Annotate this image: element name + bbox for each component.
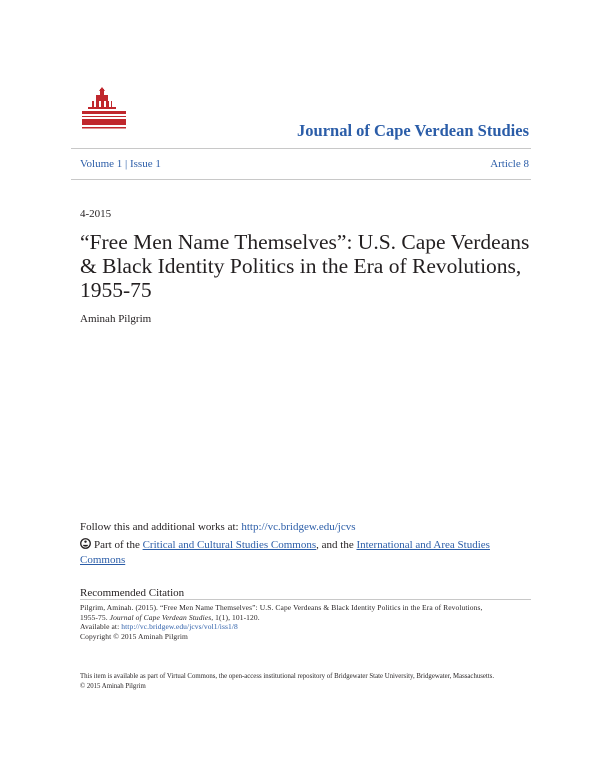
university-logo	[80, 86, 128, 134]
citation-volume: , 1(1), 101-120.	[211, 612, 260, 622]
citation-line-1: Pilgrim, Aminah. (2015). “Free Men Name Themselves”: U.S. Cape Verdeans & Black Identity Politics in the Era of Revolutions,	[80, 603, 483, 612]
volume-issue	[80, 158, 161, 170]
follow-line	[80, 521, 355, 533]
article-number-link[interactable]: Article 8	[490, 158, 529, 170]
article-author: Aminah Pilgrim	[80, 313, 152, 325]
footer-line-2: © 2015 Aminah Pilgrim	[80, 682, 146, 690]
citation-years: 1955-75.	[80, 612, 110, 622]
repository-link[interactable]: http://vc.bridgew.edu/jcvs	[241, 521, 356, 533]
issue-divider	[71, 179, 531, 180]
citation-available	[80, 622, 535, 632]
citation-divider	[80, 599, 531, 600]
issue-bar	[80, 158, 529, 170]
volume-link[interactable]: Volume 1	[80, 158, 123, 170]
citation-journal: Journal of Cape Verdean Studies	[109, 612, 212, 622]
commons-network-icon	[80, 538, 91, 549]
article-title: “Free Men Name Themselves”: U.S. Cape Verdeans & Black Identity Politics in the Era of Revolutions, 1955-75	[80, 230, 530, 302]
footer-line-1: This item is available as part of Virtual Commons, the open-access institutional repository of Bridgewater State University, Bridgewater, Massachusetts.	[80, 673, 495, 680]
citation-block	[80, 603, 535, 641]
citation-line-2	[80, 613, 535, 623]
partof-middle: , and the	[316, 539, 357, 551]
volume-separator: |	[125, 158, 130, 170]
journal-title[interactable]: Journal of Cape Verdean Studies	[297, 121, 529, 140]
citation-copyright: Copyright © 2015 Aminah Pilgrim	[80, 631, 188, 641]
part-of-line	[80, 538, 530, 568]
header-divider	[71, 148, 531, 149]
partof-prefix: Part of the	[94, 539, 143, 551]
publication-date: 4-2015	[80, 208, 112, 220]
article-permalink[interactable]: http://vc.bridgew.edu/jcvs/vol1/iss1/8	[121, 622, 238, 631]
international-area-commons-link[interactable]: International and Area Studies Commons	[80, 539, 490, 566]
follow-text: Follow this and additional works at:	[80, 521, 242, 533]
bridgewater-logo-icon	[80, 86, 128, 134]
repository-footer	[80, 672, 540, 691]
critical-cultural-commons-link[interactable]: Critical and Cultural Studies Commons	[142, 539, 317, 551]
available-label: Available at:	[80, 622, 122, 631]
recommended-citation-heading: Recommended Citation	[80, 587, 185, 599]
issue-link[interactable]: Issue 1	[129, 158, 161, 170]
